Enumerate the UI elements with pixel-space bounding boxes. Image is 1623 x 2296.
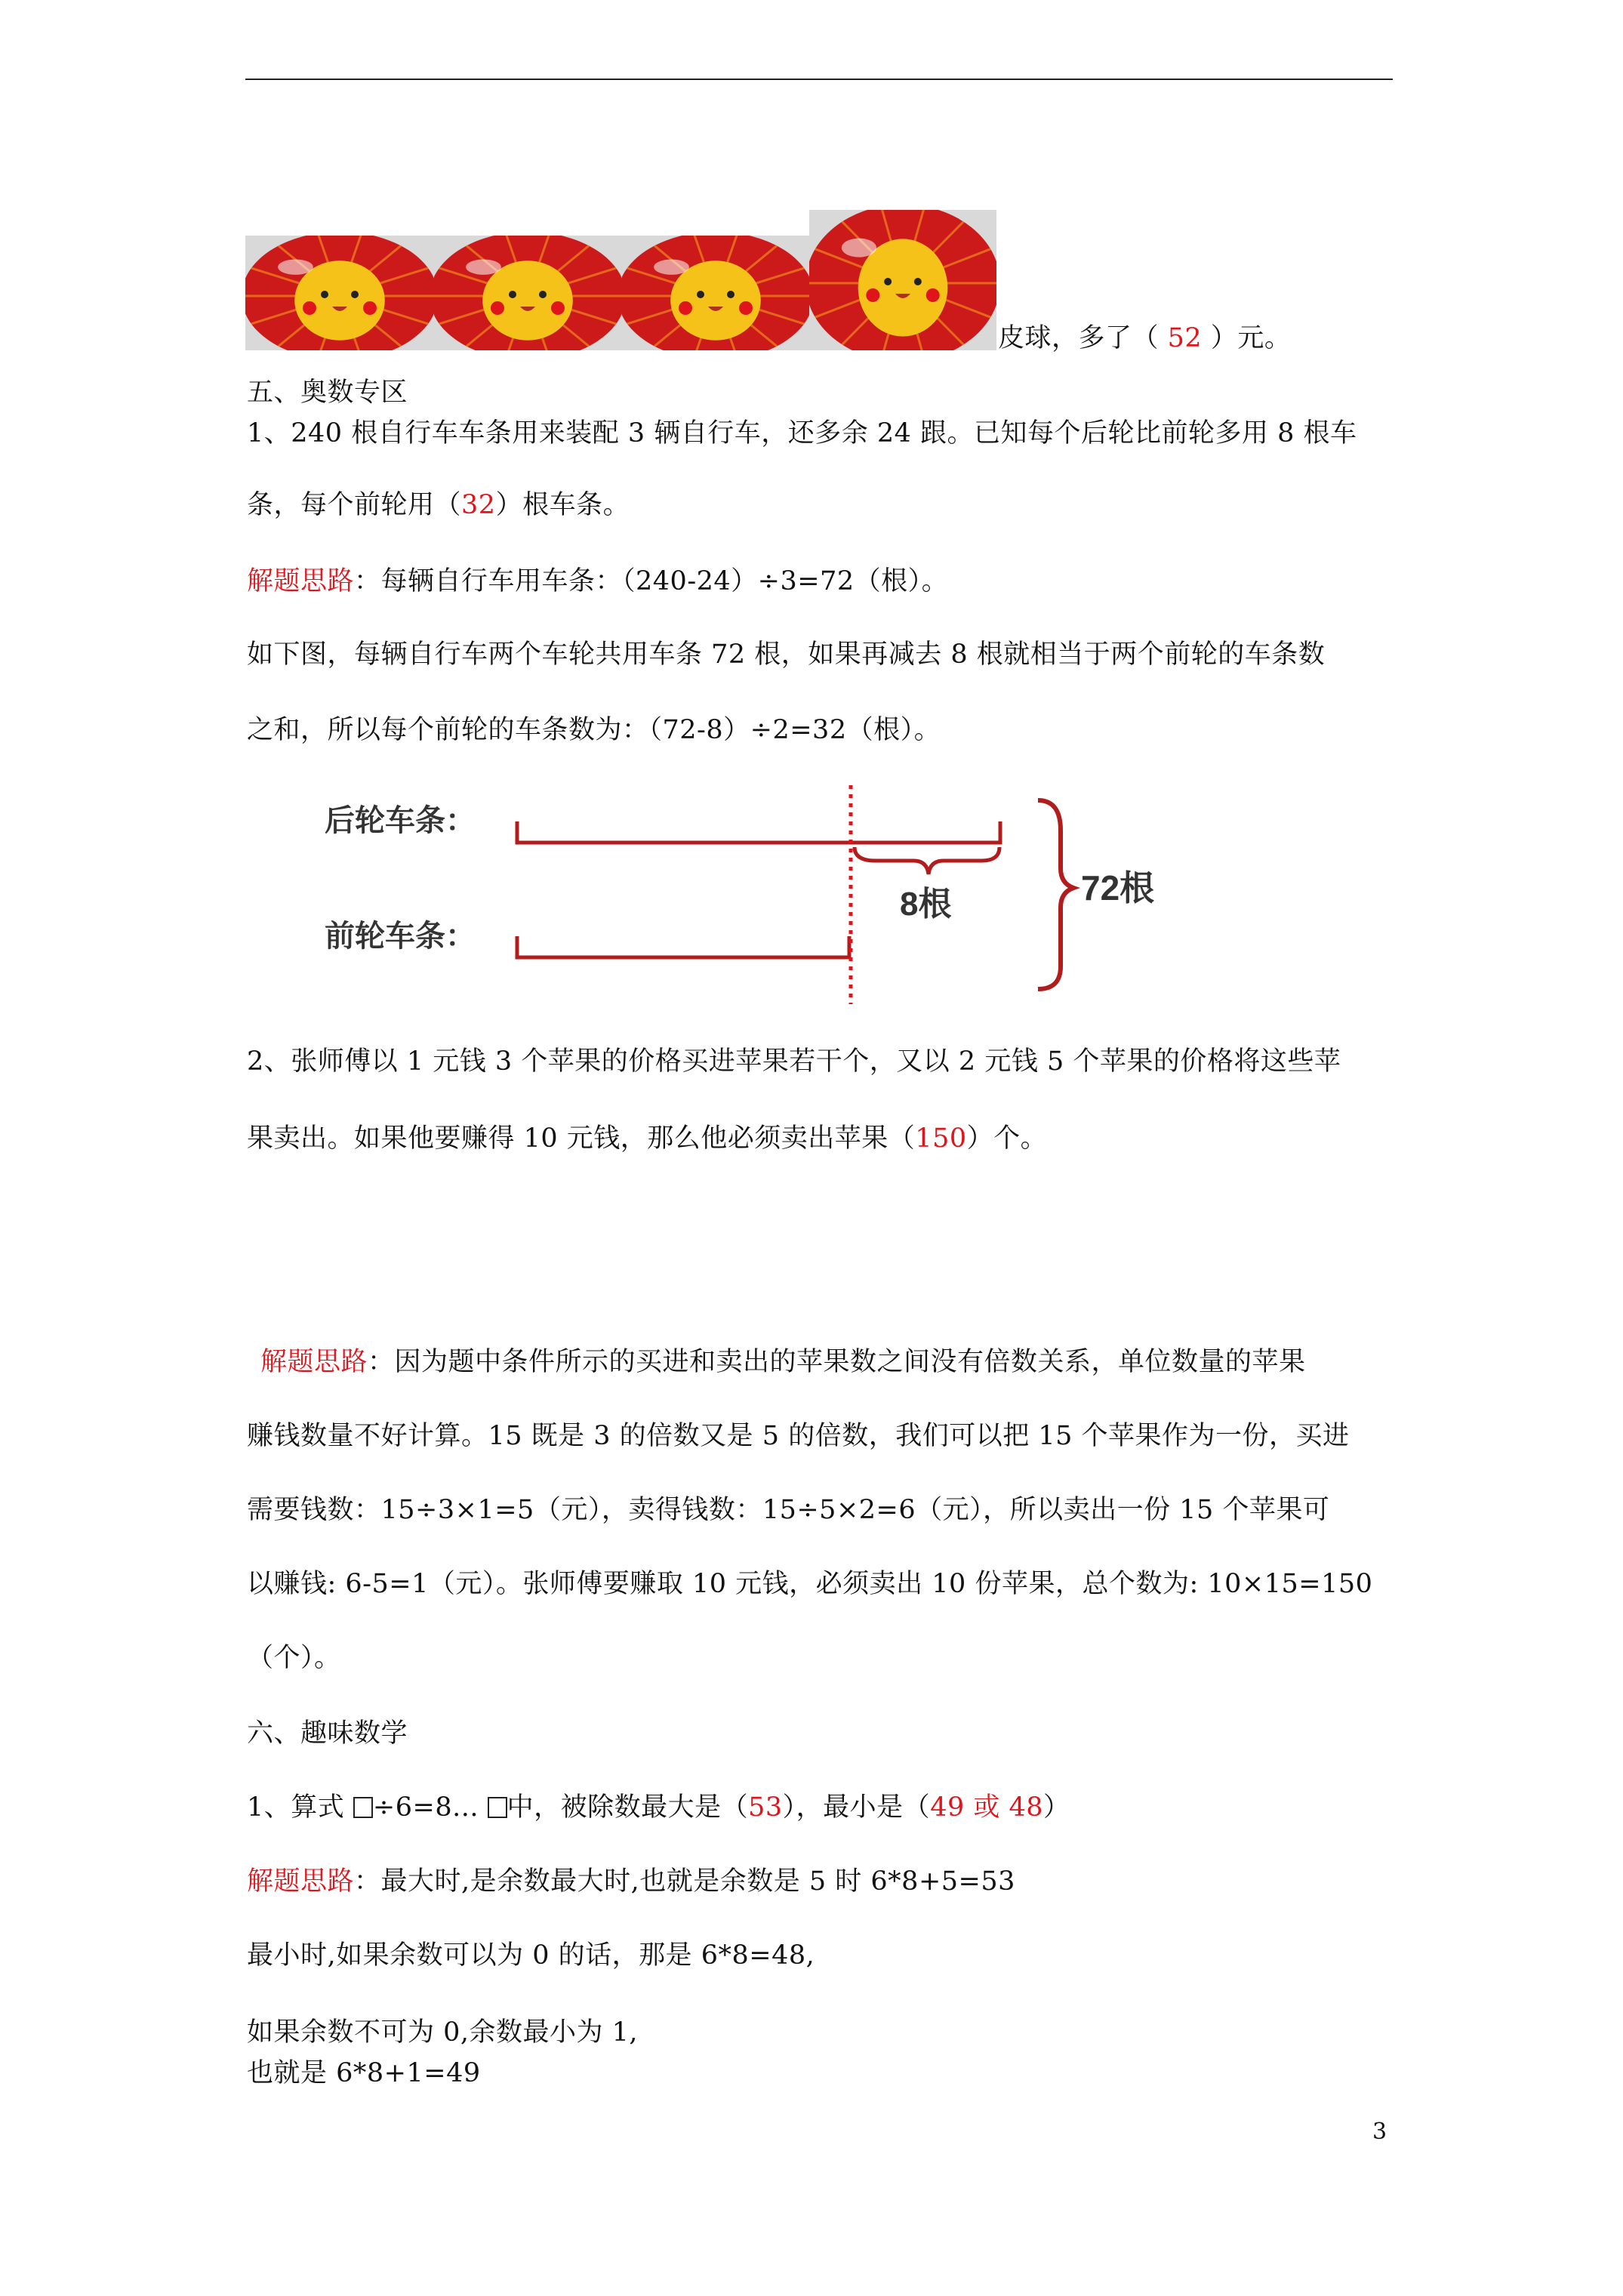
front-wheel-label: 前轮车条： xyxy=(325,920,476,953)
min-answer: 49 或 48 xyxy=(930,1792,1044,1823)
q2-expl4: （个）。 xyxy=(247,1643,341,1673)
front-bar xyxy=(517,936,849,957)
q1-line2: 条，每个前轮用（32）根车条。 xyxy=(247,490,630,520)
q2-expl3: 以赚钱: 6-5=1（元）。张师傅要赚取 10 元钱，必须卖出 10 份苹果，总个数为: 10×15=150 xyxy=(247,1569,1373,1599)
q2-line2: 果卖出。如果他要赚得 10 元钱，那么他必须卖出苹果（150）个。 xyxy=(247,1123,1048,1154)
s6-hint: 解题思路：最大时,是余数最大时,也就是余数是 5 时 6*8+5=53 xyxy=(247,1866,1015,1897)
difference-label: 8根 xyxy=(900,886,952,923)
ball-image-3 xyxy=(621,236,810,350)
header-rule xyxy=(245,79,1393,80)
section6-title: 六、趣味数学 xyxy=(247,1718,408,1749)
blank-box xyxy=(488,1797,507,1818)
hint-label: 解题思路 xyxy=(247,1866,355,1897)
s6-q1: 1、算式 ÷6=8... 中，被除数最大是（53），最小是（49 或 48） xyxy=(247,1792,1070,1823)
q1-line1: 1、240 根自行车车条用来装配 3 辆自行车，还多余 24 跟。已知每个后轮比前轮多用 8 根车 xyxy=(247,418,1357,448)
rear-bar xyxy=(517,821,1000,843)
ball-image-1 xyxy=(245,236,434,350)
s6-expl1: 最小时,如果余数可以为 0 的话，那是 6*8=48, xyxy=(247,1940,815,1971)
hint-label: 解题思路 xyxy=(247,566,355,596)
ball-row-text: 皮球，多了（ 52 ）元。 xyxy=(998,323,1292,353)
q1-expl1: 如下图，每辆自行车两个车轮共用车条 72 根，如果再减去 8 根就相当于两个前轮的车条数 xyxy=(247,639,1326,670)
total-label: 72根 xyxy=(1081,868,1155,908)
difference-brace xyxy=(855,847,999,874)
q2-answer: 150 xyxy=(915,1123,967,1154)
s6-expl2: 如果余数不可为 0,余数最小为 1, xyxy=(247,2017,639,2048)
ball-image-2 xyxy=(433,236,622,350)
q1-hint: 解题思路：每辆自行车用车条：（240-24）÷3=72（根）。 xyxy=(247,566,949,596)
q1-expl2: 之和，所以每个前轮的车条数为：（72-8）÷2=32（根）。 xyxy=(247,715,941,745)
rear-wheel-label: 后轮车条： xyxy=(325,804,476,837)
hint-label: 解题思路 xyxy=(260,1347,368,1377)
q2-hint: 解题思路：因为题中条件所示的买进和卖出的苹果数之间没有倍数关系，单位数量的苹果 xyxy=(260,1347,1306,1377)
q2-line1: 2、张师傅以 1 元钱 3 个苹果的价格买进苹果若干个，又以 2 元钱 5 个苹果的价格将这些苹 xyxy=(247,1046,1341,1077)
section5-title: 五、奥数专区 xyxy=(247,378,408,408)
max-answer: 53 xyxy=(748,1792,783,1823)
ball-image-4 xyxy=(809,210,996,350)
page-number: 3 xyxy=(1372,2119,1387,2145)
q2-expl2: 需要钱数：15÷3×1=5（元），卖得钱数：15÷5×2=6（元），所以卖出一份 15 个苹果可 xyxy=(247,1495,1330,1525)
spoke-diagram xyxy=(317,785,1208,1012)
s6-expl3: 也就是 6*8+1=49 xyxy=(247,2058,481,2088)
q1-answer: 32 xyxy=(461,490,496,520)
ball-answer: 52 xyxy=(1167,323,1203,353)
q2-expl1: 赚钱数量不好计算。15 既是 3 的倍数又是 5 的倍数，我们可以把 15 个苹果作为一份，买进 xyxy=(247,1421,1350,1451)
blank-box xyxy=(353,1797,373,1818)
total-brace xyxy=(1038,800,1073,989)
